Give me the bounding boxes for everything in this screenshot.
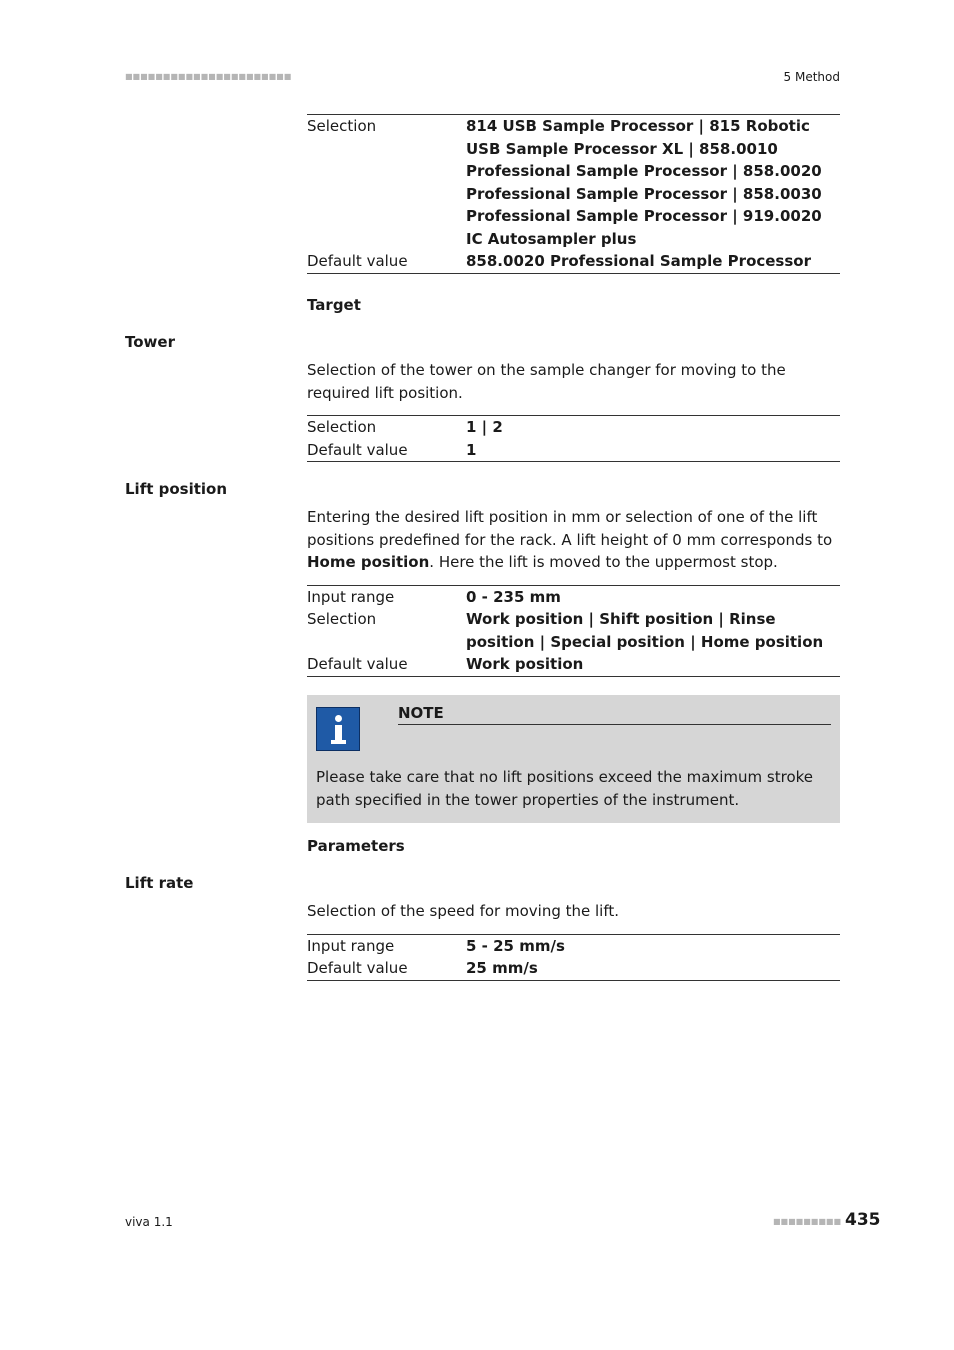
- lift-position-table: [307, 585, 840, 677]
- property-value: 25 mm/s: [466, 959, 538, 977]
- property-key: Default value: [307, 959, 408, 977]
- table-row: [307, 608, 840, 653]
- table-row: [307, 115, 840, 251]
- property-value: 858.0020 Professional Sample Processor: [466, 252, 811, 270]
- table-row: [307, 585, 840, 608]
- property-key: Input range: [307, 936, 395, 955]
- lift-position-description: Entering the desired lift position in mm or selection of one of the lift positions predefined for the rack. A lift height of 0 mm corresponds to Home position. Here the lift is moved to the uppermost stop.: [307, 508, 833, 571]
- lift-rate-section: [307, 900, 840, 981]
- property-key: Default value: [307, 252, 408, 270]
- lift-position-label: Lift position: [125, 480, 228, 498]
- target-heading: Target: [307, 296, 361, 314]
- header-decoration: ■■■■■■■■■■■■■■■■■■■■■■: [125, 72, 292, 81]
- table-row: [307, 934, 840, 957]
- property-value: 1 | 2: [466, 418, 503, 436]
- product-version: viva 1.1: [125, 1215, 173, 1229]
- property-value: 814 USB Sample Processor | 815 Robotic USB Sample Processor XL | 858.0010 Professional Sample Processor | 858.0020 Professional Sample Processor | 858.0030 Professional Sample Processor | 919.0020 IC Autosampler plus: [466, 117, 822, 248]
- property-value: Work position | Shift position | Rinse position | Special position | Home position: [466, 610, 824, 651]
- parameters-heading: Parameters: [307, 837, 405, 855]
- table-row: [307, 653, 840, 676]
- table-row: [307, 957, 840, 980]
- tower-description: Selection of the tower on the sample changer for moving to the required lift position.: [307, 361, 786, 402]
- page-number: 435: [845, 1210, 881, 1230]
- table-row: [307, 250, 840, 273]
- lift-rate-label: Lift rate: [125, 874, 194, 892]
- property-value: 0 - 235 mm: [466, 587, 561, 606]
- home-position-term: Home position: [307, 553, 430, 571]
- info-icon: [316, 707, 360, 751]
- table-row: [307, 439, 840, 462]
- tower-label: Tower: [125, 333, 175, 351]
- tower-section: [307, 359, 840, 462]
- property-key: Selection: [307, 610, 377, 628]
- note-text: Please take care that no lift positions exceed the maximum stroke path specified in the tower properties of the instrument.: [316, 768, 814, 809]
- property-key: Selection: [307, 117, 377, 135]
- tower-table: [307, 415, 840, 462]
- footer-decoration: ■■■■■■■■■: [773, 1217, 842, 1226]
- property-key: Default value: [307, 655, 408, 673]
- property-value: Work position: [466, 655, 584, 673]
- lift-rate-description: Selection of the speed for moving the lift.: [307, 902, 619, 920]
- property-value: 5 - 25 mm/s: [466, 936, 565, 955]
- property-key: Default value: [307, 440, 408, 459]
- property-key: Input range: [307, 587, 395, 606]
- chapter-title: 5 Method: [783, 70, 840, 84]
- instrument-selection-table: [307, 114, 840, 274]
- property-key: Selection: [307, 418, 377, 436]
- note-box: [307, 695, 840, 823]
- note-title: NOTE: [398, 704, 831, 725]
- lift-rate-table: [307, 934, 840, 981]
- instrument-selection-section: [307, 114, 840, 274]
- lift-position-section: [307, 506, 840, 677]
- table-row: [307, 416, 840, 439]
- property-value: 1: [466, 440, 477, 459]
